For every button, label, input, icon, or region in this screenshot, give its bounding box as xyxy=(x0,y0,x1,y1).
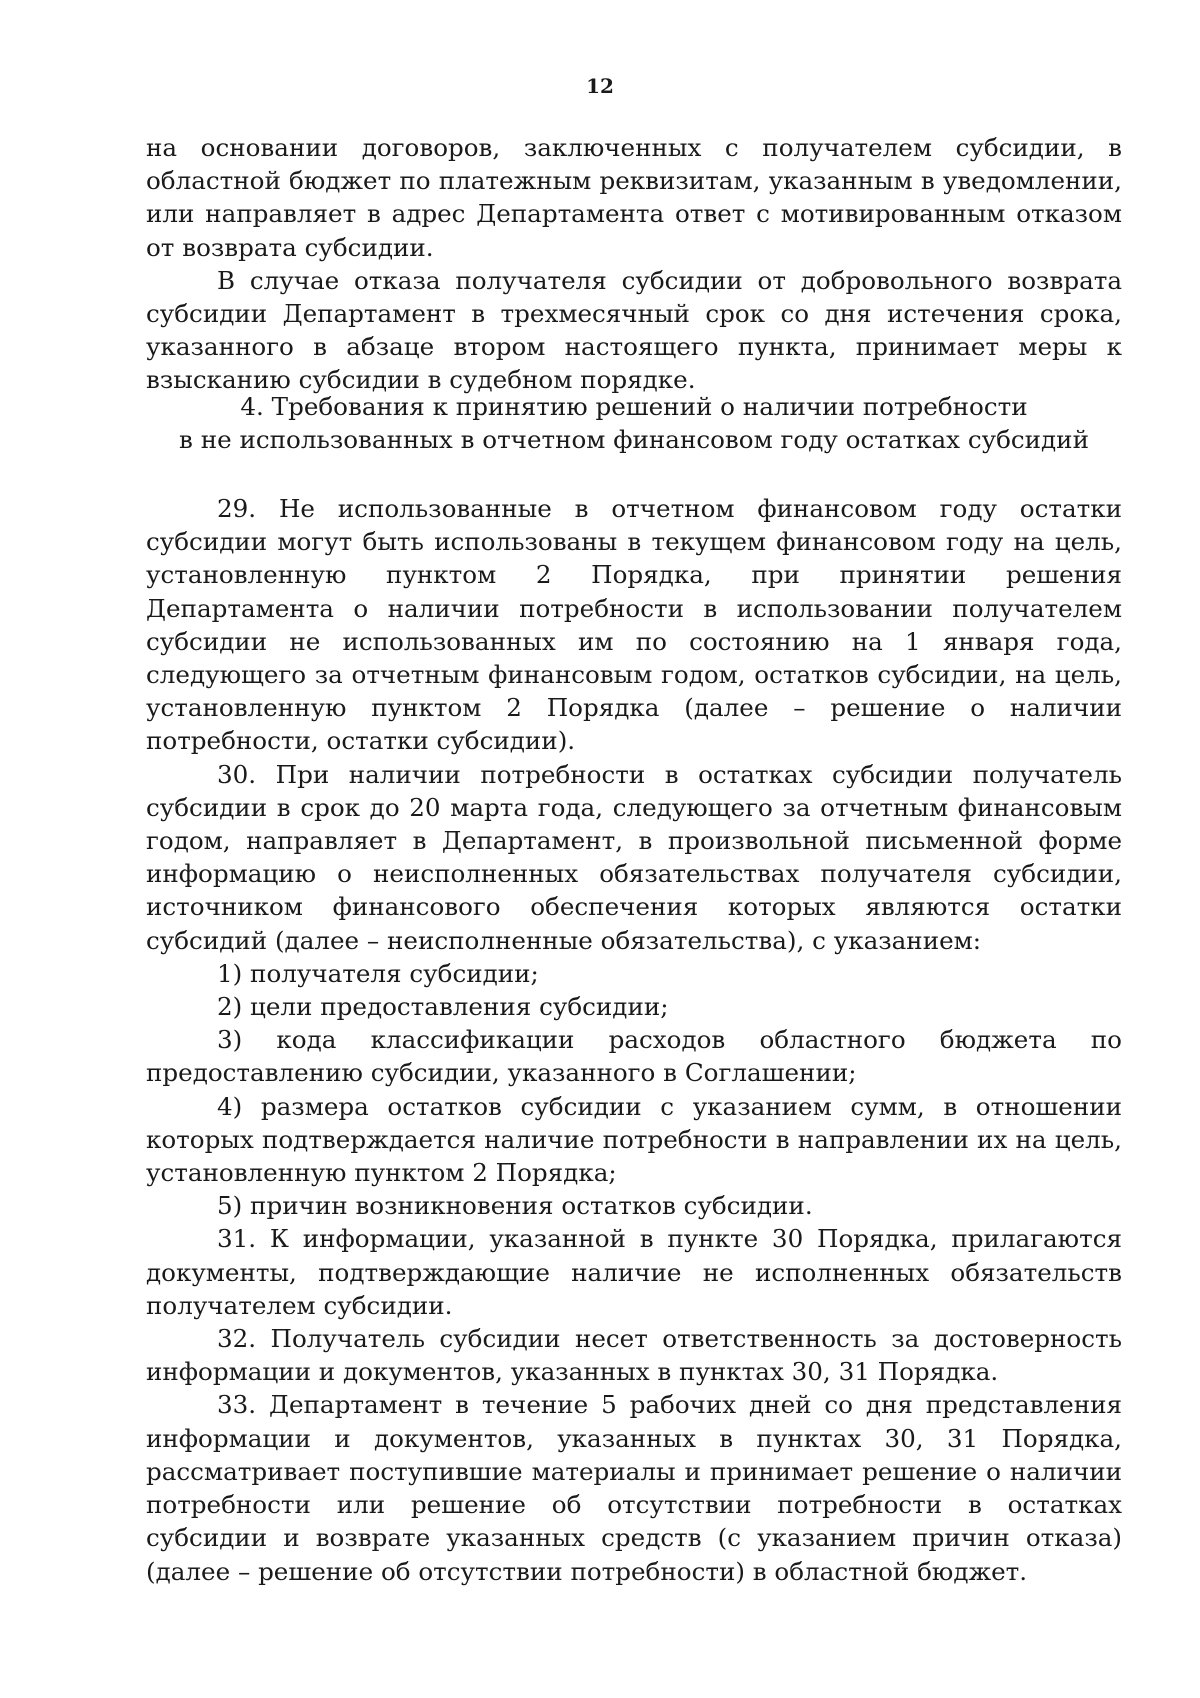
paragraph-31: 31. К информации, указанной в пункте 30 Порядка, прилагаются документы, подтверждающие наличие не исполненных обязательств получателем субсидии. xyxy=(146,1224,1122,1320)
paragraph-32: 32. Получатель субсидии несет ответственность за достоверность информации и документов, указанных в пунктах 30, 31 Порядка. xyxy=(146,1324,1122,1387)
section-heading-line-2: в не использованных в отчетном финансовом году остатках субсидий xyxy=(179,425,1089,455)
paragraph-refusal: В случае отказа получателя субсидии от добровольного возврата субсидии Департамент в трехмесячный срок со дня истечения срока, указанного в абзаце втором настоящего пункта, принимает меры к взысканию субсидии в судебном порядке. xyxy=(146,265,1122,395)
list-item-4: 4) размера остатков субсидии с указанием сумм, в отношении которых подтверждается наличие потребности в направлении их на цель, установленную пунктом 2 Порядка; xyxy=(146,1091,1122,1188)
list-item-2: 2) цели предоставления субсидии; xyxy=(217,992,669,1022)
page-number: 12 xyxy=(586,74,614,98)
paragraph-continuation: на основании договоров, заключенных с получателем субсидии, в областной бюджет по платежным реквизитам, указанным в уведомлении, или направляет в адрес Департамента ответ с мотивированным отказом от возврата субсидии. xyxy=(146,133,1122,262)
main-text-block xyxy=(146,492,1122,1588)
list-item-1: 1) получателя субсидии; xyxy=(217,958,539,988)
section-heading xyxy=(146,390,1122,456)
section-heading-line-1: 4. Требования к принятию решений о наличии потребности xyxy=(240,392,1028,421)
paragraph-33: 33. Департамент в течение 5 рабочих дней со дня представления информации и документов, указанных в пунктах 30, 31 Порядка, рассматривает поступившие материалы и принимает решение о наличии потребности или решение об отсутствии потребности в остатках субсидии и возврате указанных средств (с указанием причин отказа) (далее – решение об отсутствии потребности) в областной бюджет. xyxy=(146,1390,1122,1586)
paragraph-29: 29. Не использованные в отчетном финансовом году остатки субсидии могут быть использованы в текущем финансовом году на цель, установленную пунктом 2 Порядка, при принятии решения Департамента о наличии потребности в использовании получателем субсидии не использованных им по состоянию на 1 января года, следующего за отчетным финансовым годом, остатков субсидии, на цель, установленную пунктом 2 Порядка (далее – решение о наличии потребности, остатки субсидии). xyxy=(146,494,1122,756)
top-text-block xyxy=(146,131,1122,397)
paragraph-30: 30. При наличии потребности в остатках субсидии получатель субсидии в срок до 20 марта года, следующего за отчетным финансовым годом, направляет в Департамент, в произвольной письменной форме информацию о неисполненных обязательствах получателя субсидии, источником финансового обеспечения которых являются остатки субсидий (далее – неисполненные обязательства), с указанием: xyxy=(146,759,1122,955)
list-item-5: 5) причин возникновения остатков субсидии. xyxy=(217,1191,813,1221)
list-item-3: 3) кода классификации расходов областного бюджета по предоставлению субсидии, указанного в Соглашении; xyxy=(146,1025,1122,1088)
